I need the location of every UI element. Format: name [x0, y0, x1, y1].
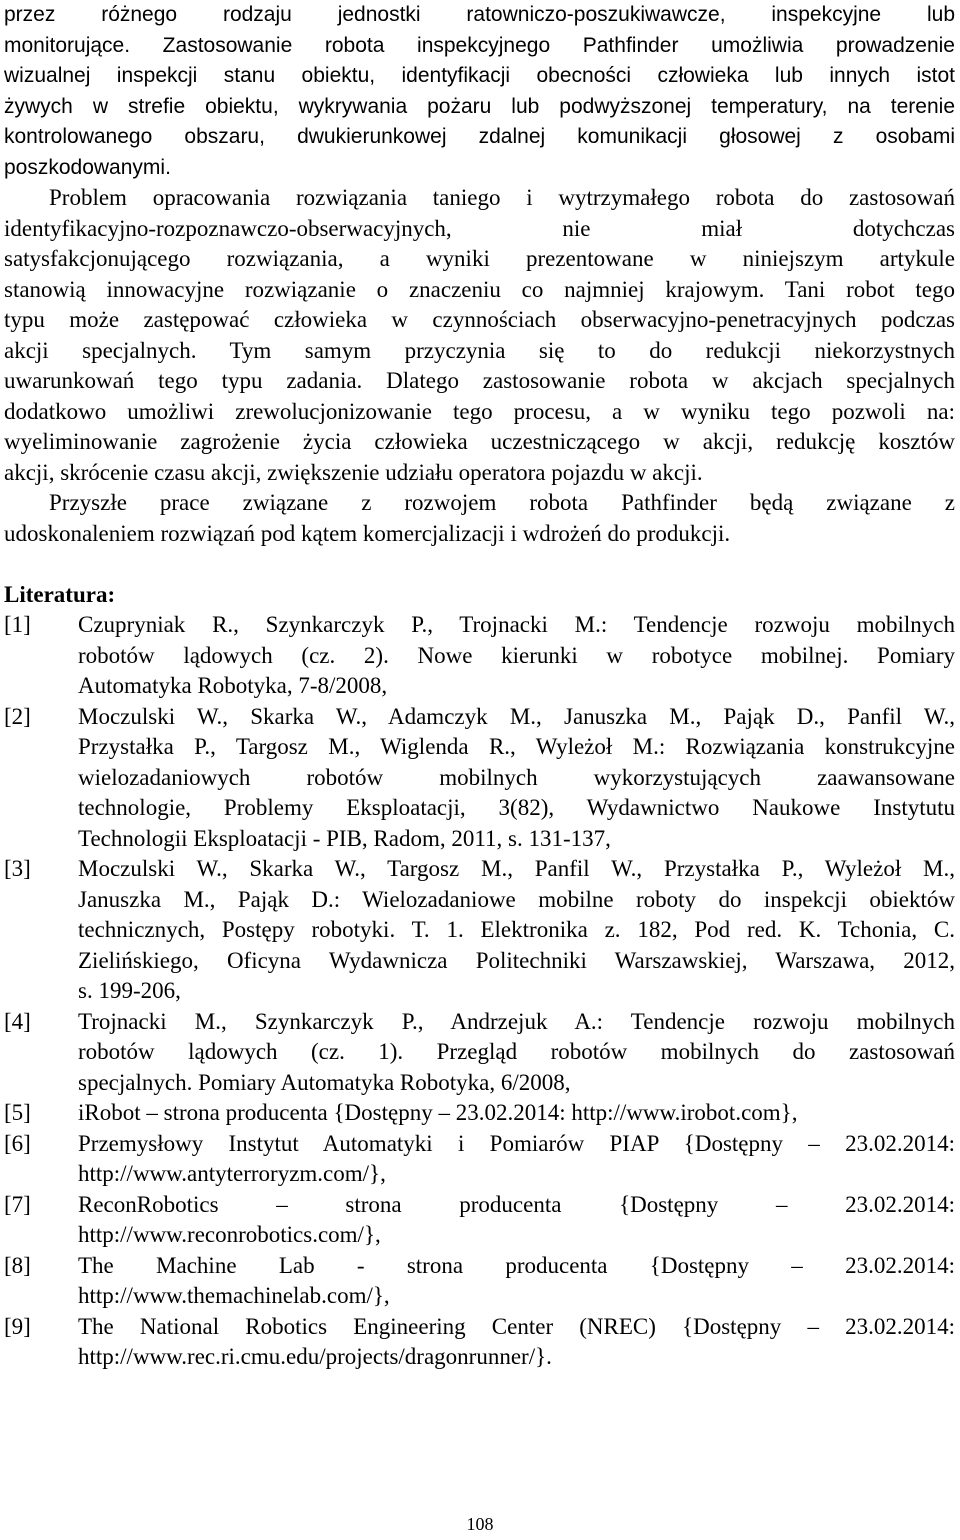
reference-line: Automatyka Robotyka, 7-8/2008,: [78, 673, 388, 698]
text-line: przez różnego rodzaju jednostki ratowniczo-poszukiwawcze, inspekcyjne lub: [4, 3, 955, 26]
text-line: poszkodowanymi.: [4, 155, 171, 179]
text-line: wizualnej inspekcji stanu obiektu, identyfikacji obecności człowieka lub innych istot: [4, 64, 955, 87]
reference-line: technologie, Problemy Eksploatacji, 3(82), Wydawnictwo Naukowe Instytutu: [78, 795, 955, 820]
reference-number: [5]: [4, 1100, 31, 1125]
reference-number: [9]: [4, 1313, 31, 1339]
reference-item: [4, 1312, 955, 1373]
literature-heading: Literatura:: [4, 582, 116, 607]
reference-line: http://www.antyterroryzm.com/},: [78, 1161, 386, 1186]
reference-line: wielozadaniowych robotów mobilnych wykorzystujących zaawansowane: [78, 764, 955, 790]
reference-line: The Machine Lab - strona producenta {Dostępny – 23.02.2014:: [78, 1252, 955, 1278]
reference-line: The National Robotics Engineering Center (NREC) {Dostępny – 23.02.2014:: [78, 1313, 955, 1339]
reference-line: s. 199-206,: [78, 978, 181, 1003]
reference-line: http://www.themachinelab.com/},: [78, 1283, 390, 1308]
text-line: żywych w strefie obiektu, wykrywania pożaru lub podwyższonej temperatury, na terenie: [4, 94, 955, 118]
reference-item: [4, 702, 955, 855]
text-line: akcji, skrócenie czasu akcji, zwiększenie udziału operatora pojazdu w akcji.: [4, 459, 703, 485]
text-line: stanowią innowacyjne rozwiązanie o znaczeniu co najmniej krajowym. Tani robot tego: [4, 276, 955, 302]
text-line: udoskonaleniem rozwiązań pod kątem komercjalizacji i wdrożeń do produkcji.: [4, 520, 731, 546]
reference-item: [4, 1098, 955, 1129]
reference-line: robotów lądowych (cz. 2). Nowe kierunki w robotyce mobilnej. Pomiary: [78, 642, 955, 668]
reference-number: [3]: [4, 856, 31, 881]
reference-line: Moczulski W., Skarka W., Targosz M., Panfil W., Przystałka P., Wyleżoł M.,: [78, 856, 955, 881]
reference-line: technicznych, Postępy robotyki. T. 1. Elektronika z. 182, Pod red. K. Tchonia, C.: [78, 917, 955, 942]
reference-item: [4, 610, 955, 702]
reference-line: Przemysłowy Instytut Automatyki i Pomiarów PIAP {Dostępny – 23.02.2014:: [78, 1130, 955, 1156]
reference-line: robotów lądowych (cz. 1). Przegląd robotów mobilnych do zastosowań: [78, 1039, 955, 1064]
text-line: Przyszłe prace związane z rozwojem robota Pathfinder będą związane z: [49, 490, 955, 515]
reference-line: Moczulski W., Skarka W., Adamczyk M., Januszka M., Pająk D., Panfil W.,: [78, 703, 955, 729]
reference-number: [8]: [4, 1252, 31, 1278]
page-number: 108: [466, 1514, 494, 1534]
reference-line: http://www.rec.ri.cmu.edu/projects/dragonrunner/}.: [78, 1344, 552, 1369]
reference-line: Januszka M., Pająk D.: Wielozadaniowe mobilne roboty do inspekcji obiektów: [78, 886, 955, 912]
reference-line: Trojnacki M., Szynkarczyk P., Andrzejuk A.: Tendencje rozwoju mobilnych: [78, 1008, 955, 1034]
reference-item: [4, 1007, 955, 1099]
text-line: uwarunkowań tego typu zadania. Dlatego zastosowanie robota w akcjach specjalnych: [4, 368, 955, 393]
text-line: Problem opracowania rozwiązania taniego i wytrzymałego robota do zastosowań: [49, 185, 955, 210]
reference-number: [4]: [4, 1008, 31, 1034]
reference-line: Przystałka P., Targosz M., Wiglenda R., Wyleżoł M.: Rozwiązania konstrukcyjne: [78, 734, 955, 759]
reference-item: [4, 854, 955, 1007]
text-line: monitorujące. Zastosowanie robota inspekcyjnego Pathfinder umożliwia prowadzenie: [4, 33, 955, 57]
reference-item: [4, 1251, 955, 1312]
text-line: satysfakcjonującego rozwiązania, a wyniki prezentowane w niniejszym artykule: [4, 246, 955, 271]
text-line: typu może zastępować człowieka w czynnościach obserwacyjno-penetracyjnych podczas: [4, 307, 955, 332]
reference-list: [4, 610, 955, 1373]
reference-line: http://www.reconrobotics.com/},: [78, 1222, 381, 1247]
reference-item: [4, 1190, 955, 1251]
paragraph-pathfinder-application: [4, 0, 955, 183]
reference-line: Czupryniak R., Szynkarczyk P., Trojnacki M.: Tendencje rozwoju mobilnych: [78, 612, 955, 637]
reference-line: specjalnych. Pomiary Automatyka Robotyka, 6/2008,: [78, 1069, 571, 1095]
reference-number: [7]: [4, 1191, 31, 1217]
reference-number: [6]: [4, 1130, 31, 1156]
text-line: akcji specjalnych. Tym samym przyczynia się to do redukcji niekorzystnych: [4, 337, 955, 363]
text-line: wyeliminowanie zagrożenie życia człowieka uczestniczącego w akcji, redukcję kosztów: [4, 429, 955, 454]
reference-line: ReconRobotics – strona producenta {Dostępny – 23.02.2014:: [78, 1191, 955, 1217]
text-line: kontrolowanego obszaru, dwukierunkowej zdalnej komunikacji głosowej z osobami: [4, 125, 955, 148]
reference-line: Zielińskiego, Oficyna Wydawnicza Politechniki Warszawskiej, Warszawa, 2012,: [78, 947, 955, 973]
text-line: dodatkowo umożliwi zrewolucjonizowanie tego procesu, a w wyniku tego pozwoli na:: [4, 398, 955, 424]
reference-line: iRobot – strona producenta {Dostępny – 23.02.2014: http://www.irobot.com},: [78, 1100, 798, 1125]
reference-line: Technologii Eksploatacji - PIB, Radom, 2011, s. 131-137,: [78, 825, 611, 851]
reference-number: [1]: [4, 612, 31, 637]
text-line: identyfikacyjno-rozpoznawczo-obserwacyjnych, nie miał dotychczas: [4, 215, 955, 241]
paragraph-conclusions: [4, 183, 955, 549]
reference-number: [2]: [4, 703, 31, 729]
reference-item: [4, 1129, 955, 1190]
